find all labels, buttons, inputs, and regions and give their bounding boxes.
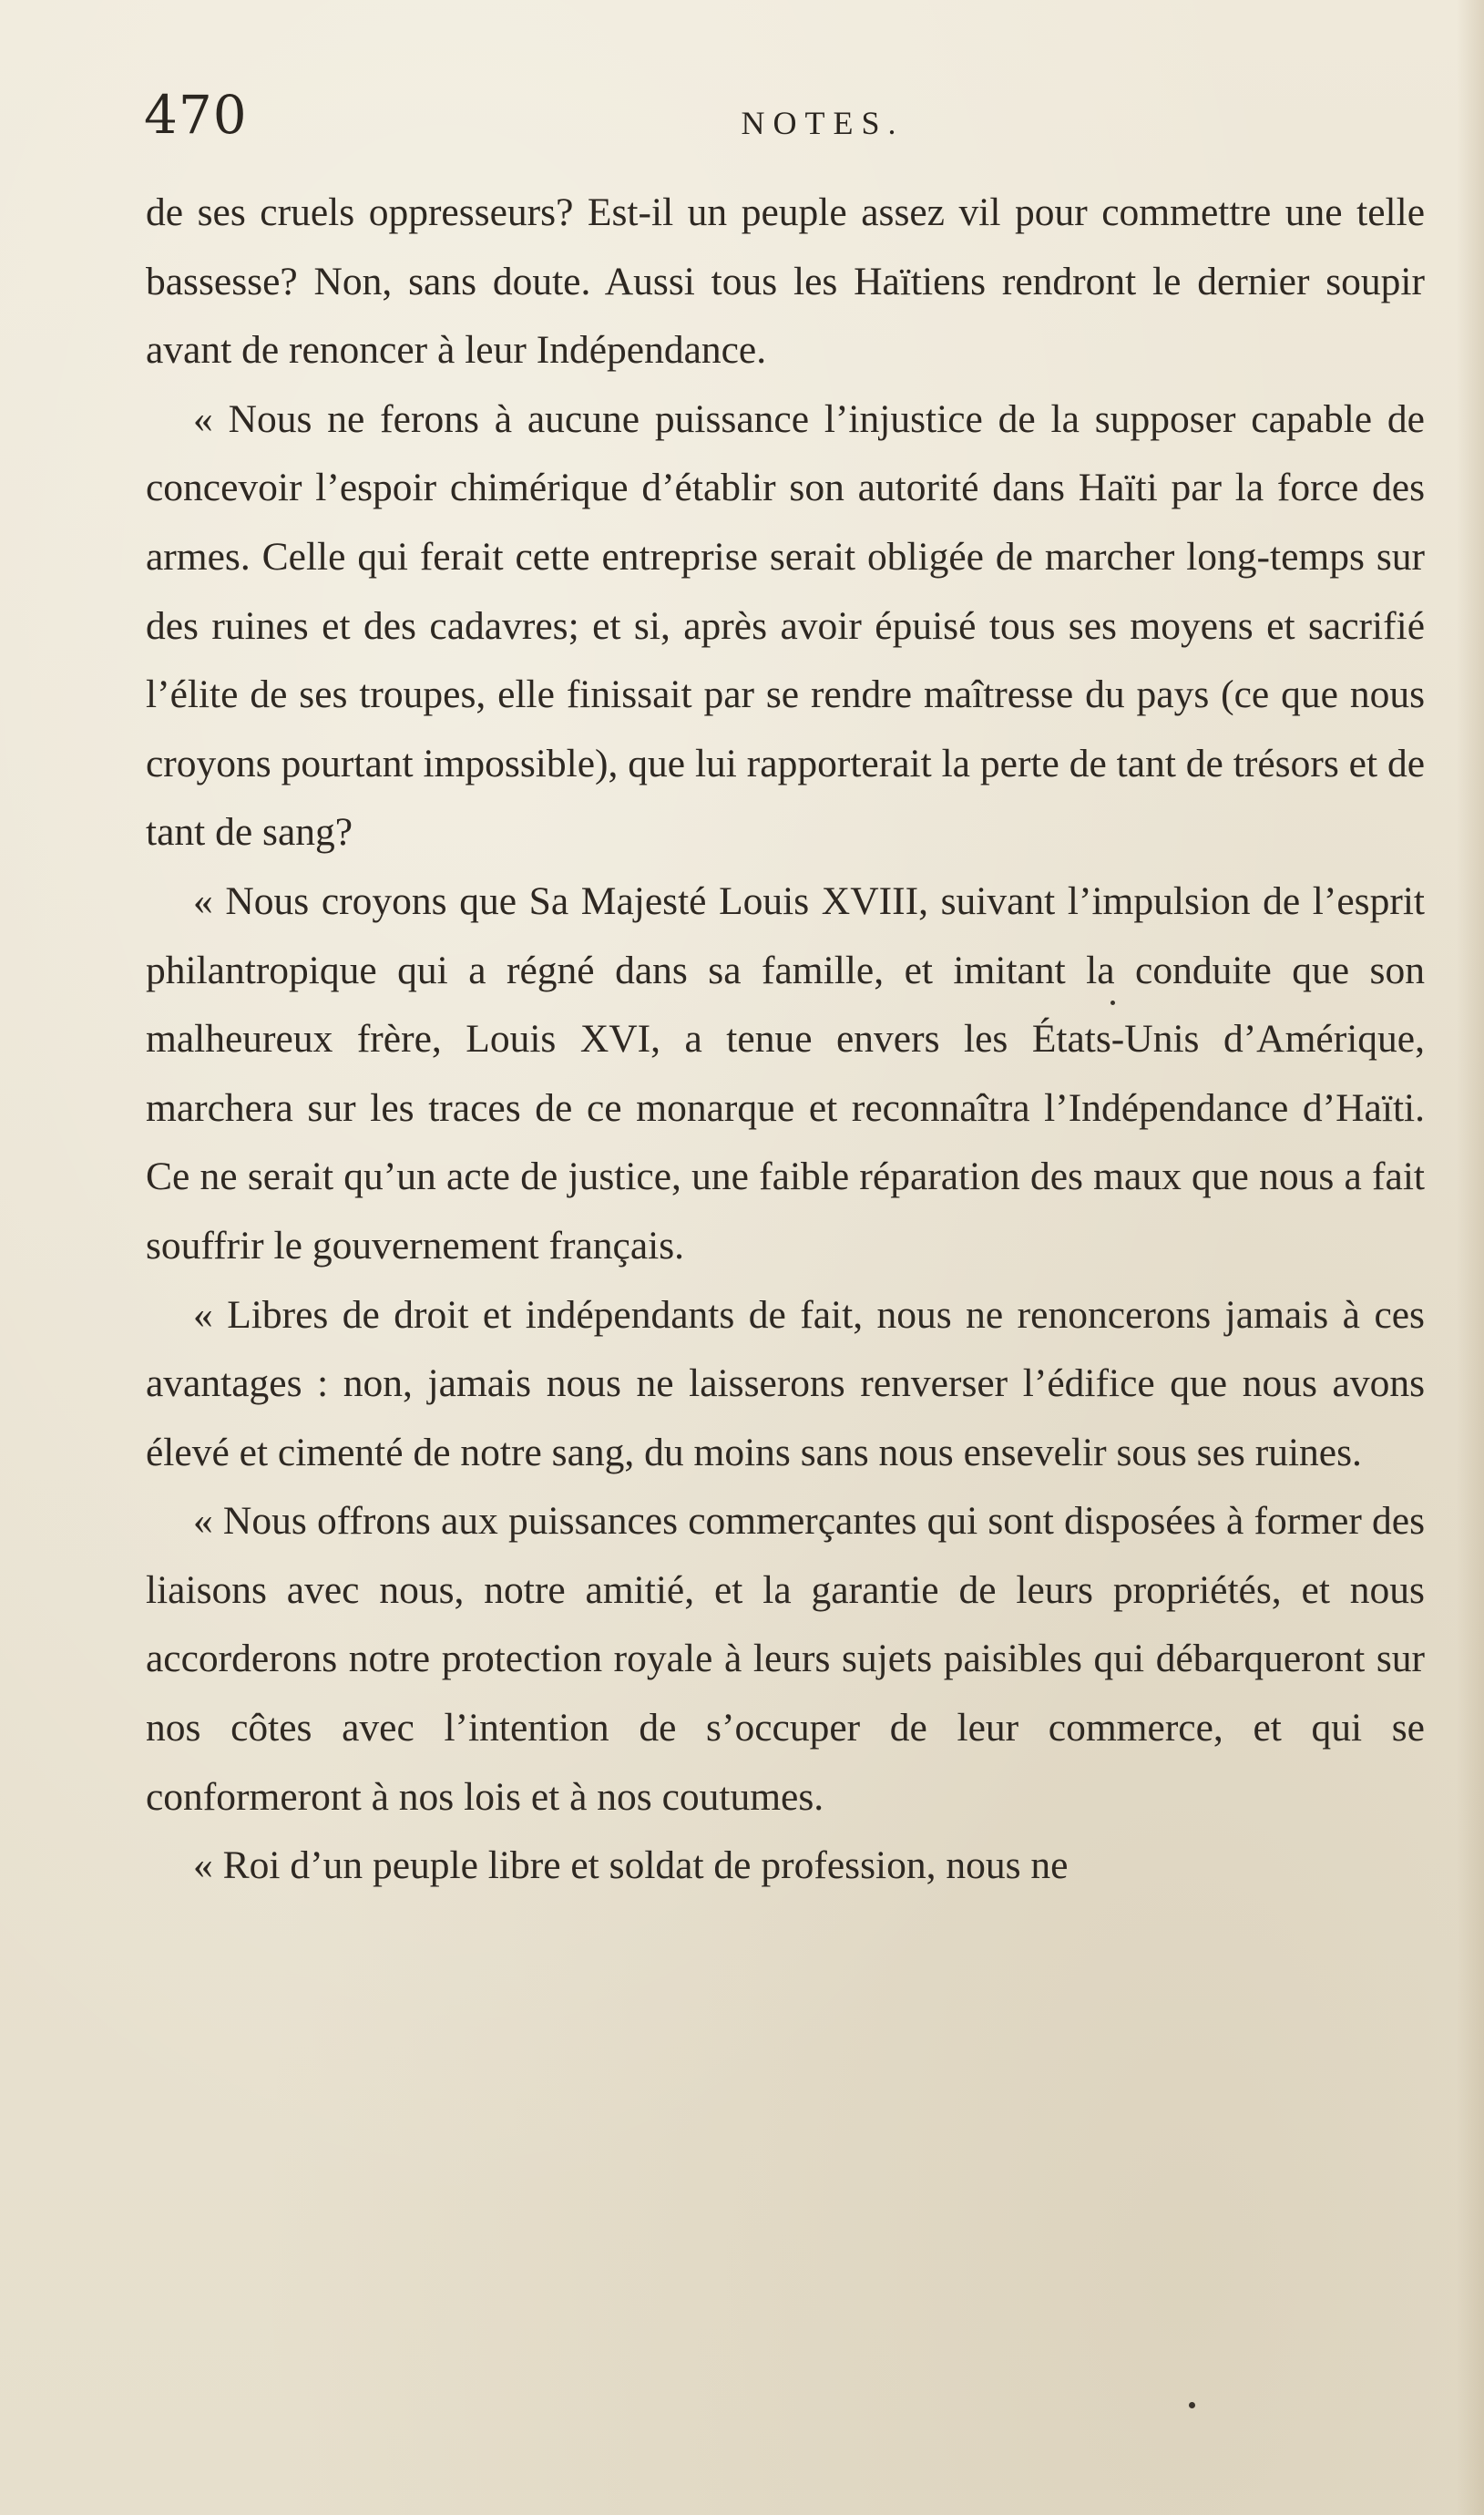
paragraph: « Libres de droit et indépendants de fait, nous ne renoncerons jamais à ces avantages : non, jamais nous ne laisserons renverser l’édifice que nous avons élevé et cimenté de notre sang, du moins sans nous ensevelir sous ses ruines. [146, 1292, 1425, 1474]
running-head: NOTES. [741, 105, 905, 141]
paragraph: « Nous croyons que Sa Majesté Louis XVIII, suivant l’impulsion de l’esprit philantropique qui a régné dans sa famille, et imitant la conduite que son malheureux frère, Louis XVI, a tenue envers les États-Unis d’Amérique, marchera sur les traces de ce monarque et reconnaîtra l’Indépendance d’Haïti. Ce ne serait qu’un acte de justice, une faible réparation des maux que nous a fait souffrir le gouvernement français. [146, 878, 1425, 1268]
page-edge-shadow [1457, 0, 1484, 2515]
paragraph: « Nous ne ferons à aucune puissance l’injustice de la supposer capable de concevoir l’espoir chimérique d’établir son autorité dans Haïti par la force des armes. Celle qui ferait cette entreprise serait obligée de marcher long-temps sur des ruines et des cadavres; et si, après avoir épuisé tous ses moyens et sacrifié l’élite de ses troupes, elle finissait par se rendre maîtresse du pays (ce que nous croyons pourtant impossible), que lui rapporterait la perte de tant de trésors et de tant de sang? [146, 396, 1425, 855]
ink-speck [1110, 1001, 1115, 1005]
page-header [144, 84, 1428, 157]
paragraph: de ses cruels oppresseurs? Est-il un peuple assez vil pour commettre une telle bassesse? Non, sans doute. Aussi tous les Haïtiens rendront le dernier soupir avant de renoncer à leur Indépendance. [146, 190, 1425, 373]
paragraph: « Nous offrons aux puissances commerçantes qui sont disposées à former des liaisons avec nous, notre amitié, et la garantie de leurs propriétés, et nous accorderons notre protection royale à leurs sujets paisibles qui débarqueront sur nos côtes avec l’intention de s’occuper de leur commerce, et qui se conformeront à nos lois et à nos coutumes. [146, 1499, 1425, 1819]
page-number: 470 [144, 84, 248, 146]
paragraph: « Roi d’un peuple libre et soldat de profession, nous ne [193, 1843, 1069, 1888]
body-text [146, 179, 1425, 1901]
ink-speck [1189, 2402, 1195, 2408]
